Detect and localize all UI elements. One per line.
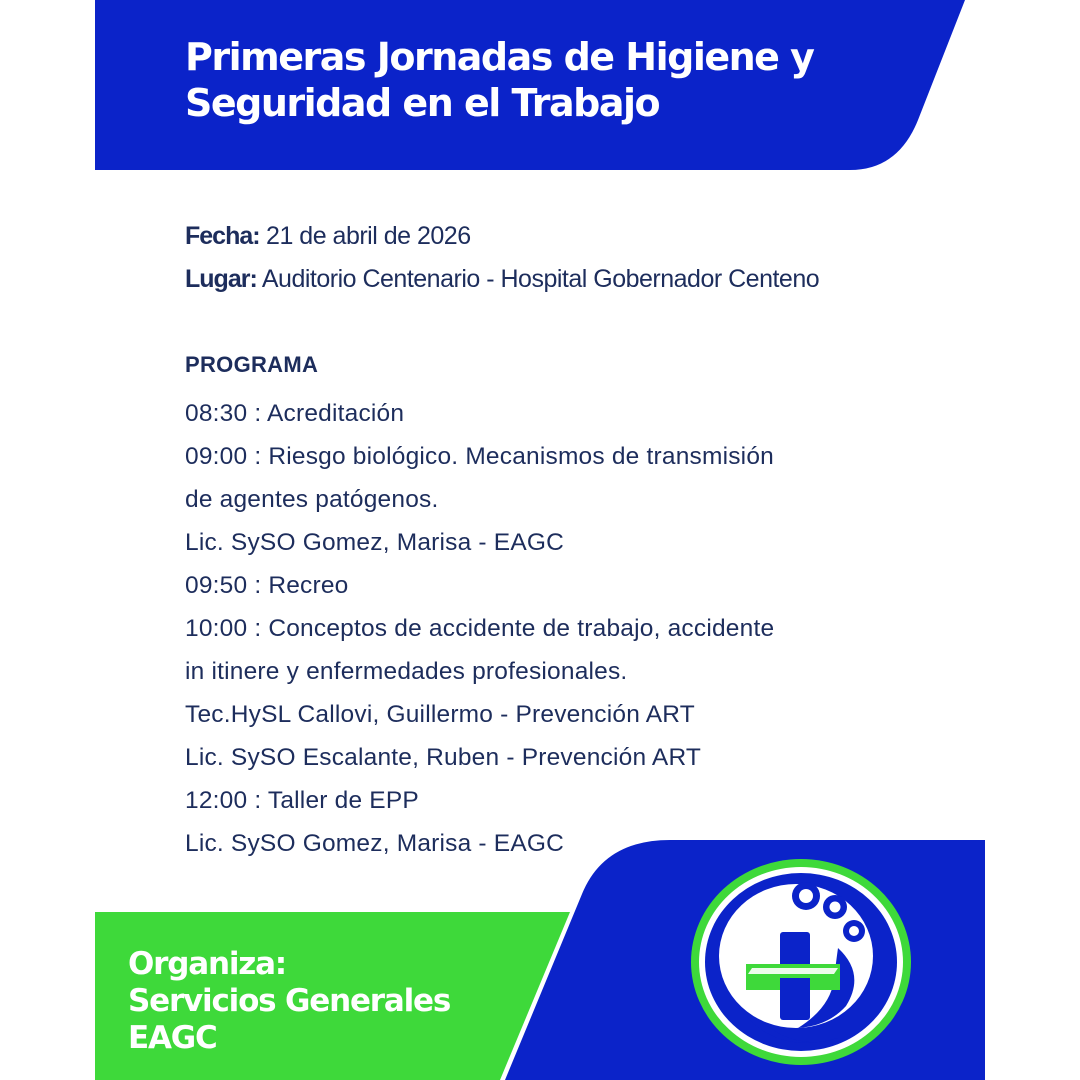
page-title-line-1: Primeras Jornadas de Higiene y (185, 35, 814, 79)
program-line: 09:50 : Recreo (185, 572, 349, 599)
program-line: Lic. SySO Gomez, Marisa - EAGC (185, 529, 565, 556)
organiza-label: Organiza: (128, 946, 287, 982)
program-heading: PROGRAMA (185, 352, 319, 377)
health-cross-figures-logo-icon (688, 856, 914, 1068)
organizer-acronym: EAGC (128, 1020, 217, 1056)
fecha-line (185, 222, 471, 251)
fecha-label: Fecha: (185, 222, 260, 250)
page-title-line-2: Seguridad en el Trabajo (185, 81, 660, 125)
program-line: Lic. SySO Escalante, Ruben - Prevención ART (185, 744, 702, 771)
page-title (185, 34, 945, 126)
program-line: 09:00 : Riesgo biológico. Mecanismos de transmisión (185, 443, 774, 470)
fecha-value: 21 de abril de 2026 (266, 222, 471, 250)
organizer-block (128, 946, 450, 1057)
lugar-line (185, 265, 819, 294)
lugar-label: Lugar: (185, 265, 257, 293)
program-line: in itinere y enfermedades profesionales. (185, 658, 628, 685)
program-line: Lic. SySO Gomez, Marisa - EAGC (185, 830, 565, 857)
organizer-name: Servicios Generales (128, 983, 451, 1019)
program-line: 12:00 : Taller de EPP (185, 787, 419, 814)
program-line: 10:00 : Conceptos de accidente de trabajo, accidente (185, 615, 775, 642)
program-list (185, 392, 774, 865)
lugar-value: Auditorio Centenario - Hospital Gobernador Centeno (261, 265, 820, 293)
program-line: 08:30 : Acreditación (185, 400, 405, 427)
program-line: de agentes patógenos. (185, 486, 439, 513)
program-line: Tec.HySL Callovi, Guillermo - Prevención ART (185, 701, 695, 728)
